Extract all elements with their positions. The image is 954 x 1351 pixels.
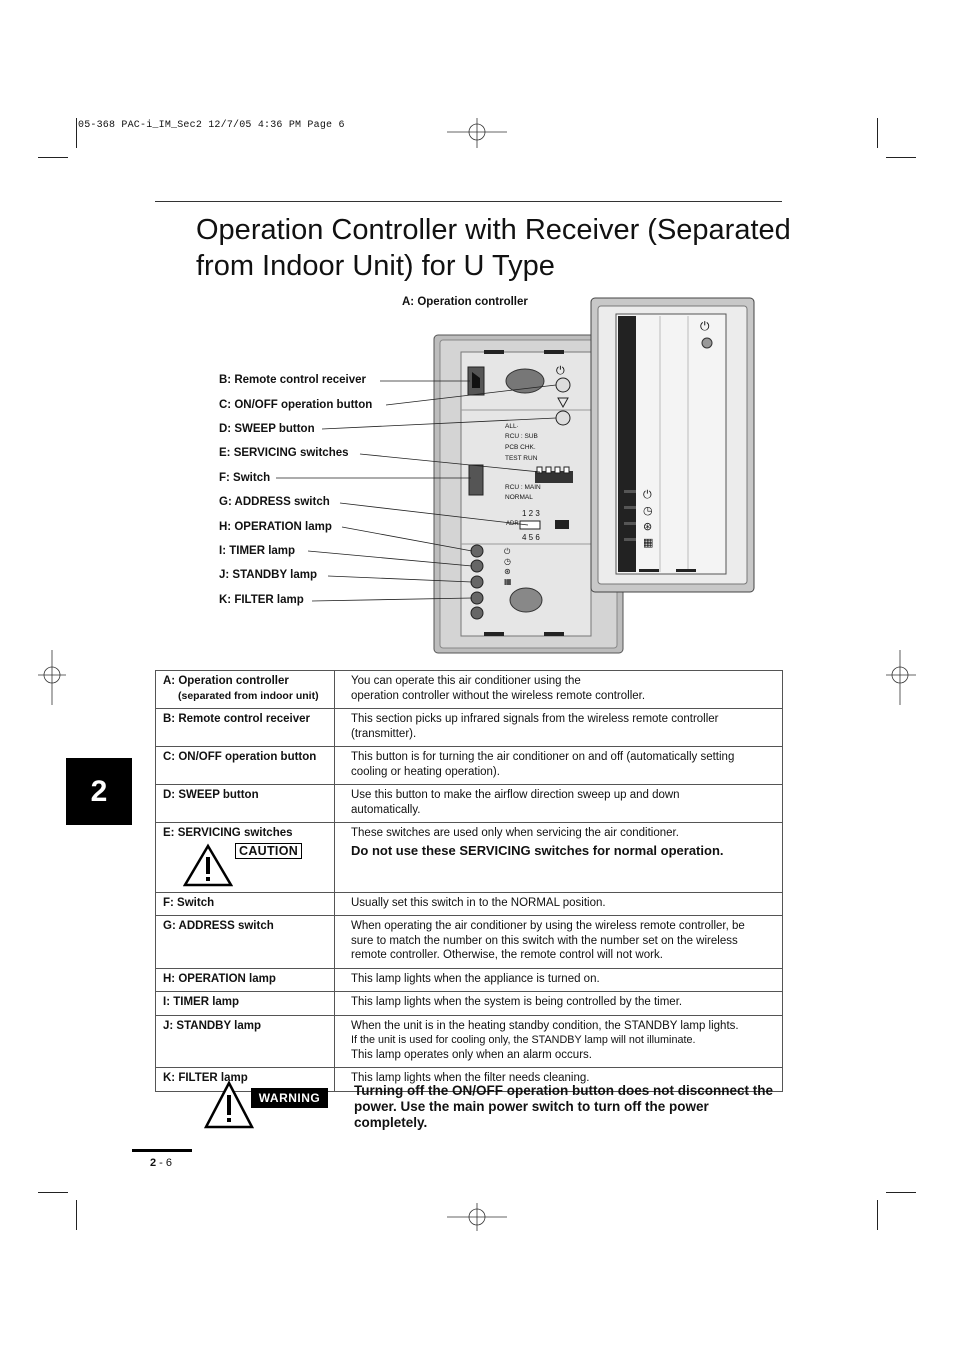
table-row: K: FILTER lamp This lamp lights when the filter needs cleaning. [156, 1068, 783, 1092]
lamp-icons-cover [643, 487, 653, 551]
callout-i: I: TIMER lamp [219, 545, 296, 557]
callout-b: B: Remote control receiver [219, 374, 366, 386]
label-operation-controller: A: Operation controller [402, 296, 528, 308]
callout-e: E: SERVICING switches [219, 447, 349, 459]
table-row: D: SWEEP button Use this button to make the airflow direction sweep up and down automatically. [156, 785, 783, 823]
fan-icon: ⊛ [504, 567, 511, 576]
table-row: J: STANDBY lamp When the unit is in the heating standby condition, the STANDBY lamp lights. If the unit is used for cooling only, the STANDBY lamp will not illuminate. This lamp operates only when an alarm occurs. [156, 1015, 783, 1068]
table-row: H: OPERATION lamp This lamp lights when the appliance is turned on. [156, 968, 783, 992]
table-row: C: ON/OFF operation button This button is for turning the air conditioner on and off (automatically setting cooling or heating operation). [156, 747, 783, 785]
page-number: 2 - 6 [150, 1157, 173, 1169]
warning-text: Turning off the ON/OFF operation button does not disconnect the power. Use the main power switch to turn off the power completely. [354, 1083, 773, 1130]
power-icon: ⏻ [643, 488, 652, 501]
filter-icon: ▦ [504, 577, 512, 586]
callout-j: J: STANDBY lamp [219, 569, 317, 581]
clock-icon: ◷ [643, 504, 653, 517]
parts-table [155, 670, 783, 1092]
table-row: B: Remote control receiver This section picks up infrared signals from the wireless remote controller (transmitter). [156, 709, 783, 747]
lamp-icons-left [504, 547, 512, 587]
svg-text:⏻: ⏻ [556, 364, 565, 377]
power-icon: ⏻ [504, 547, 511, 556]
fan-icon: ⊛ [643, 520, 653, 533]
page-title: Operation Controller with Receiver (Separated from Indoor Unit) for U Type [196, 214, 791, 282]
print-slug: 05-368 PAC-i_IM_Sec2 12/7/05 4:36 PM Page 6 [78, 120, 345, 131]
table-row: E: SERVICING switches CAUTION These switches are used only when servicing the air conditioner. Do not use these SERVICING switches for normal operation. [156, 823, 783, 893]
power-icon: ⏻ [700, 319, 710, 333]
table-row: G: ADDRESS switch When operating the air conditioner by using the wireless remote controller, be sure to match the number on this switch with the number set on the wireless remote controller. Otherwise, the remote control will not work. [156, 916, 783, 969]
table-row: I: TIMER lamp This lamp lights when the system is being controlled by the timer. [156, 992, 783, 1016]
caution-triangle-icon [183, 843, 233, 887]
table-row: F: Switch Usually set this switch in to the NORMAL position. [156, 892, 783, 916]
table-row: A: Operation controller (separated from indoor unit) You can operate this air conditioner using the operation controller without the wireless remote controller. [156, 671, 783, 709]
callout-h: H: OPERATION lamp [219, 521, 332, 533]
clock-icon: ◷ [504, 557, 511, 566]
callout-c: C: ON/OFF operation button [219, 399, 373, 411]
footer-rule [132, 1149, 192, 1152]
warning-label: WARNING [251, 1088, 328, 1108]
section-tab: 2 [66, 758, 132, 825]
callout-g: G: ADDRESS switch [219, 496, 330, 508]
warning-triangle-icon [204, 1080, 254, 1130]
filter-icon: ▦ [643, 536, 654, 549]
callout-d: D: SWEEP button [219, 423, 315, 435]
caution-text: Do not use these SERVICING switches for normal operation. [351, 842, 724, 858]
callout-k: K: FILTER lamp [219, 594, 304, 606]
caution-label: CAUTION [235, 843, 302, 860]
callout-f: F: Switch [219, 472, 271, 484]
